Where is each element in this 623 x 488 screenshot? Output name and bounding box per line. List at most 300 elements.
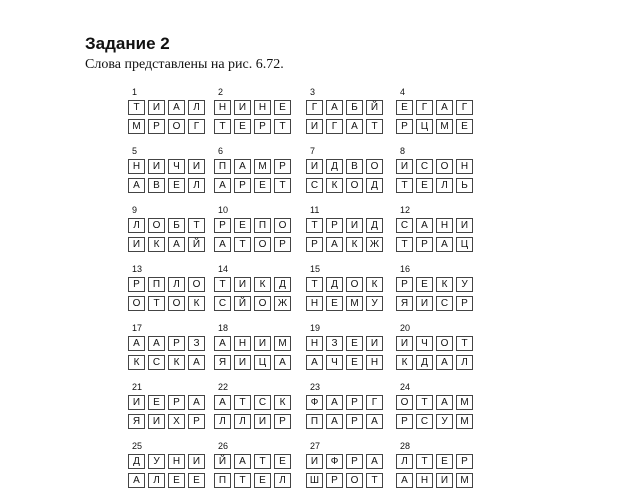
letter-cell: Р xyxy=(456,296,473,311)
letter-cell: Р xyxy=(396,277,413,292)
page-subtitle: Слова представлены на рис. 6.72. xyxy=(85,57,284,72)
puzzle-number: 6 xyxy=(218,146,224,156)
letter-cell: Ф xyxy=(326,454,343,469)
puzzle-row-top xyxy=(396,454,476,469)
letter-cell: Л xyxy=(436,178,453,193)
puzzle-number: 14 xyxy=(218,264,229,274)
letter-cell: Р xyxy=(214,218,231,233)
letter-cell: Е xyxy=(274,100,291,115)
letter-cell: И xyxy=(366,336,383,351)
letter-cell: Д xyxy=(416,355,433,370)
letter-cell: А xyxy=(214,237,231,252)
letter-cell: О xyxy=(436,159,453,174)
letter-cell: А xyxy=(326,414,343,429)
letter-cell: М xyxy=(456,473,473,488)
letter-cell: Е xyxy=(188,473,205,488)
letter-cell: Е xyxy=(168,178,185,193)
letter-cell: О xyxy=(254,237,271,252)
puzzle-row-bottom xyxy=(306,414,386,429)
letter-cell: А xyxy=(436,395,453,410)
letter-cell: К xyxy=(396,355,413,370)
letter-cell: И xyxy=(234,355,251,370)
letter-cell: А xyxy=(326,100,343,115)
letter-cell: Л xyxy=(128,218,145,233)
letter-cell: Й xyxy=(366,100,383,115)
letter-cell: Е xyxy=(148,395,165,410)
letter-cell: С xyxy=(436,296,453,311)
letter-cell: Д xyxy=(326,277,343,292)
letter-cell: Л xyxy=(168,277,185,292)
puzzle-row-top xyxy=(396,159,476,174)
letter-cell: У xyxy=(456,277,473,292)
puzzle-row-bottom xyxy=(128,414,208,429)
letter-cell: М xyxy=(346,296,363,311)
letter-cell: А xyxy=(416,218,433,233)
puzzle-number: 26 xyxy=(218,441,229,451)
puzzle-row-bottom xyxy=(396,414,476,429)
puzzle-row-top xyxy=(396,100,476,115)
puzzle-number: 16 xyxy=(400,264,411,274)
letter-cell: О xyxy=(254,296,271,311)
letter-cell: Ж xyxy=(274,296,291,311)
letter-cell: З xyxy=(188,336,205,351)
letter-cell: А xyxy=(214,178,231,193)
letter-cell: У xyxy=(436,414,453,429)
letter-cell: Р xyxy=(188,414,205,429)
letter-cell: Р xyxy=(346,454,363,469)
puzzle-number: 3 xyxy=(310,87,316,97)
letter-cell: Е xyxy=(346,355,363,370)
letter-cell: Г xyxy=(306,100,323,115)
puzzle-row-top xyxy=(214,218,294,233)
letter-cell: О xyxy=(396,395,413,410)
puzzle-row-top xyxy=(214,395,294,410)
letter-cell: Г xyxy=(326,119,343,134)
letter-cell: И xyxy=(148,159,165,174)
puzzle-row-bottom xyxy=(306,237,386,252)
letter-cell: Е xyxy=(168,473,185,488)
puzzle-row-bottom xyxy=(306,178,386,193)
letter-cell: О xyxy=(148,218,165,233)
letter-cell: И xyxy=(254,336,271,351)
letter-cell: В xyxy=(148,178,165,193)
puzzle-row-top xyxy=(306,218,386,233)
puzzle-number: 20 xyxy=(400,323,411,333)
letter-cell: О xyxy=(274,218,291,233)
letter-cell: Р xyxy=(326,218,343,233)
letter-cell: Ь xyxy=(456,178,473,193)
letter-cell: Е xyxy=(416,277,433,292)
letter-cell: Р xyxy=(274,414,291,429)
puzzle-number: 24 xyxy=(400,382,411,392)
letter-cell: А xyxy=(326,395,343,410)
letter-cell: Н xyxy=(416,473,433,488)
puzzle-row-top xyxy=(306,277,386,292)
letter-cell: А xyxy=(306,355,323,370)
letter-cell: И xyxy=(396,159,413,174)
letter-cell: Т xyxy=(214,277,231,292)
letter-cell: П xyxy=(148,277,165,292)
letter-cell: Я xyxy=(214,355,231,370)
letter-cell: А xyxy=(128,473,145,488)
letter-cell: С xyxy=(416,414,433,429)
puzzle-number: 4 xyxy=(400,87,406,97)
letter-cell: Ч xyxy=(168,159,185,174)
letter-cell: М xyxy=(456,414,473,429)
puzzle-number: 13 xyxy=(132,264,143,274)
letter-cell: Р xyxy=(234,178,251,193)
letter-cell: Л xyxy=(188,178,205,193)
letter-cell: Н xyxy=(128,159,145,174)
letter-cell: Р xyxy=(168,395,185,410)
letter-cell: Ф xyxy=(306,395,323,410)
letter-cell: А xyxy=(168,237,185,252)
letter-cell: С xyxy=(148,355,165,370)
letter-cell: О xyxy=(346,277,363,292)
letter-cell: Т xyxy=(234,237,251,252)
letter-cell: А xyxy=(436,355,453,370)
letter-cell: Д xyxy=(366,178,383,193)
letter-cell: С xyxy=(396,218,413,233)
letter-cell: А xyxy=(188,355,205,370)
letter-cell: Т xyxy=(234,473,251,488)
puzzle-number: 2 xyxy=(218,87,224,97)
letter-cell: А xyxy=(234,159,251,174)
letter-cell: Д xyxy=(128,454,145,469)
letter-cell: Т xyxy=(456,336,473,351)
puzzle-row-bottom xyxy=(128,355,208,370)
letter-cell: Т xyxy=(366,119,383,134)
letter-cell: Г xyxy=(416,100,433,115)
letter-cell: Т xyxy=(306,218,323,233)
letter-cell: Ц xyxy=(416,119,433,134)
letter-cell: Т xyxy=(254,454,271,469)
puzzle-number: 10 xyxy=(218,205,229,215)
letter-cell: Л xyxy=(274,473,291,488)
letter-cell: Р xyxy=(128,277,145,292)
letter-cell: В xyxy=(346,159,363,174)
letter-cell: К xyxy=(366,277,383,292)
letter-cell: Ц xyxy=(254,355,271,370)
letter-cell: Р xyxy=(168,336,185,351)
letter-cell: Л xyxy=(188,100,205,115)
puzzle-row-bottom xyxy=(396,296,476,311)
puzzle-row-bottom xyxy=(396,119,476,134)
puzzle-row-bottom xyxy=(214,296,294,311)
puzzle-number: 23 xyxy=(310,382,321,392)
letter-cell: К xyxy=(326,178,343,193)
letter-cell: А xyxy=(326,237,343,252)
letter-cell: К xyxy=(254,277,271,292)
letter-cell: П xyxy=(214,159,231,174)
letter-cell: Е xyxy=(346,336,363,351)
letter-cell: Л xyxy=(396,454,413,469)
letter-cell: Р xyxy=(346,414,363,429)
letter-cell: И xyxy=(346,218,363,233)
letter-cell: Н xyxy=(306,336,323,351)
letter-cell: Н xyxy=(366,355,383,370)
letter-cell: Т xyxy=(306,277,323,292)
letter-cell: Н xyxy=(436,218,453,233)
puzzle-row-top xyxy=(128,159,208,174)
puzzle-row-top xyxy=(396,277,476,292)
puzzle-row-bottom xyxy=(306,119,386,134)
puzzle-row-top xyxy=(214,336,294,351)
puzzle-row-top xyxy=(128,336,208,351)
letter-cell: Н xyxy=(168,454,185,469)
letter-cell: И xyxy=(148,100,165,115)
puzzle-row-top xyxy=(306,454,386,469)
letter-cell: Р xyxy=(254,119,271,134)
puzzle-row-top xyxy=(214,100,294,115)
puzzle-row-bottom xyxy=(128,178,208,193)
puzzle-number: 12 xyxy=(400,205,411,215)
letter-cell: Й xyxy=(214,454,231,469)
letter-cell: Т xyxy=(274,178,291,193)
letter-cell: И xyxy=(128,237,145,252)
letter-cell: Т xyxy=(234,395,251,410)
puzzle-row-bottom xyxy=(214,355,294,370)
puzzle-number: 28 xyxy=(400,441,411,451)
letter-cell: И xyxy=(188,454,205,469)
letter-cell: А xyxy=(366,414,383,429)
letter-cell: Т xyxy=(396,178,413,193)
puzzle-row-top xyxy=(128,395,208,410)
letter-cell: П xyxy=(254,218,271,233)
puzzle-row-top xyxy=(396,336,476,351)
letter-cell: А xyxy=(168,100,185,115)
letter-cell: М xyxy=(254,159,271,174)
puzzle-row-bottom xyxy=(306,355,386,370)
letter-cell: И xyxy=(148,414,165,429)
letter-cell: Я xyxy=(128,414,145,429)
puzzle-number: 17 xyxy=(132,323,143,333)
letter-cell: П xyxy=(214,473,231,488)
letter-cell: И xyxy=(234,100,251,115)
letter-cell: К xyxy=(274,395,291,410)
puzzle-row-bottom xyxy=(128,296,208,311)
letter-cell: Т xyxy=(128,100,145,115)
letter-cell: О xyxy=(168,119,185,134)
letter-cell: А xyxy=(436,100,453,115)
letter-cell: Л xyxy=(214,414,231,429)
letter-cell: И xyxy=(254,414,271,429)
letter-cell: Е xyxy=(326,296,343,311)
letter-cell: А xyxy=(148,336,165,351)
letter-cell: А xyxy=(234,454,251,469)
letter-cell: Д xyxy=(326,159,343,174)
letter-cell: Х xyxy=(168,414,185,429)
letter-cell: Р xyxy=(148,119,165,134)
letter-cell: Р xyxy=(396,119,413,134)
puzzle-row-top xyxy=(306,395,386,410)
letter-cell: О xyxy=(128,296,145,311)
puzzle-row-top xyxy=(214,454,294,469)
puzzle-row-bottom xyxy=(306,473,386,488)
letter-cell: Г xyxy=(456,100,473,115)
letter-cell: П xyxy=(306,414,323,429)
letter-cell: О xyxy=(366,159,383,174)
letter-cell: М xyxy=(128,119,145,134)
puzzle-row-bottom xyxy=(128,237,208,252)
letter-cell: М xyxy=(456,395,473,410)
letter-cell: Е xyxy=(254,473,271,488)
letter-cell: Г xyxy=(366,395,383,410)
letter-cell: Е xyxy=(274,454,291,469)
letter-cell: Е xyxy=(456,119,473,134)
letter-cell: К xyxy=(148,237,165,252)
letter-cell: Р xyxy=(306,237,323,252)
puzzle-row-top xyxy=(214,159,294,174)
puzzle-row-bottom xyxy=(396,355,476,370)
letter-cell: А xyxy=(214,395,231,410)
puzzle-number: 11 xyxy=(310,205,320,215)
letter-cell: А xyxy=(396,473,413,488)
puzzle-row-top xyxy=(214,277,294,292)
letter-cell: Н xyxy=(254,100,271,115)
letter-cell: М xyxy=(436,119,453,134)
letter-cell: Д xyxy=(274,277,291,292)
letter-cell: И xyxy=(188,159,205,174)
letter-cell: А xyxy=(346,119,363,134)
puzzle-row-top xyxy=(128,100,208,115)
letter-cell: Ц xyxy=(456,237,473,252)
puzzle-number: 5 xyxy=(132,146,138,156)
letter-cell: О xyxy=(436,336,453,351)
puzzle-row-top xyxy=(306,336,386,351)
letter-cell: Ш xyxy=(306,473,323,488)
letter-cell: И xyxy=(306,119,323,134)
puzzle-number: 7 xyxy=(310,146,316,156)
letter-cell: А xyxy=(214,336,231,351)
letter-cell: Е xyxy=(396,100,413,115)
letter-cell: Е xyxy=(416,178,433,193)
letter-cell: А xyxy=(274,355,291,370)
letter-cell: Й xyxy=(188,237,205,252)
letter-cell: У xyxy=(366,296,383,311)
puzzle-number: 8 xyxy=(400,146,406,156)
letter-cell: А xyxy=(436,237,453,252)
letter-cell: У xyxy=(148,454,165,469)
letter-cell: К xyxy=(188,296,205,311)
puzzle-row-top xyxy=(128,454,208,469)
letter-cell: Й xyxy=(234,296,251,311)
letter-cell: И xyxy=(456,218,473,233)
letter-cell: Л xyxy=(234,414,251,429)
letter-cell: Д xyxy=(366,218,383,233)
letter-cell: Н xyxy=(456,159,473,174)
letter-cell: Е xyxy=(234,218,251,233)
letter-cell: Л xyxy=(456,355,473,370)
puzzle-number: 27 xyxy=(310,441,321,451)
letter-cell: Н xyxy=(214,100,231,115)
letter-cell: О xyxy=(168,296,185,311)
puzzle-row-bottom xyxy=(214,414,294,429)
page-title: Задание 2 xyxy=(85,34,170,53)
puzzle-row-bottom xyxy=(214,473,294,488)
letter-cell: С xyxy=(214,296,231,311)
letter-cell: Т xyxy=(214,119,231,134)
letter-cell: Т xyxy=(148,296,165,311)
letter-cell: Т xyxy=(366,473,383,488)
puzzle-number: 19 xyxy=(310,323,321,333)
letter-cell: С xyxy=(254,395,271,410)
letter-cell: Б xyxy=(168,218,185,233)
puzzle-number: 21 xyxy=(132,382,143,392)
letter-cell: К xyxy=(168,355,185,370)
puzzle-row-top xyxy=(396,395,476,410)
puzzle-row-bottom xyxy=(128,473,208,488)
letter-cell: И xyxy=(416,296,433,311)
letter-cell: С xyxy=(306,178,323,193)
letter-cell: Т xyxy=(396,237,413,252)
letter-cell: А xyxy=(128,178,145,193)
letter-cell: Е xyxy=(254,178,271,193)
letter-cell: Р xyxy=(274,237,291,252)
letter-cell: Т xyxy=(416,454,433,469)
letter-cell: О xyxy=(346,178,363,193)
letter-cell: К xyxy=(436,277,453,292)
letter-cell: И xyxy=(436,473,453,488)
letter-cell: Р xyxy=(416,237,433,252)
letter-cell: А xyxy=(128,336,145,351)
letter-cell: Ч xyxy=(416,336,433,351)
letter-cell: Ч xyxy=(326,355,343,370)
puzzle-row-bottom xyxy=(396,237,476,252)
letter-cell: И xyxy=(306,454,323,469)
puzzle-number: 25 xyxy=(132,441,143,451)
letter-cell: Т xyxy=(274,119,291,134)
puzzle-number: 1 xyxy=(132,87,138,97)
puzzle-number: 15 xyxy=(310,264,321,274)
letter-cell: М xyxy=(274,336,291,351)
letter-cell: К xyxy=(346,237,363,252)
letter-cell: Р xyxy=(274,159,291,174)
letter-cell: Т xyxy=(188,218,205,233)
letter-cell: И xyxy=(234,277,251,292)
letter-cell: С xyxy=(416,159,433,174)
puzzle-row-top xyxy=(128,218,208,233)
puzzle-row-top xyxy=(396,218,476,233)
letter-cell: Н xyxy=(234,336,251,351)
puzzle-row-top xyxy=(306,159,386,174)
puzzle-row-top xyxy=(128,277,208,292)
puzzle-row-bottom xyxy=(396,473,476,488)
letter-cell: Я xyxy=(396,296,413,311)
letter-cell: А xyxy=(188,395,205,410)
letter-cell: О xyxy=(188,277,205,292)
letter-cell: Р xyxy=(326,473,343,488)
letter-cell: З xyxy=(326,336,343,351)
letter-cell: И xyxy=(128,395,145,410)
letter-cell: К xyxy=(128,355,145,370)
letter-cell: Б xyxy=(346,100,363,115)
puzzle-row-bottom xyxy=(306,296,386,311)
letter-cell: Р xyxy=(396,414,413,429)
letter-cell: Е xyxy=(234,119,251,134)
letter-cell: А xyxy=(366,454,383,469)
letter-cell: Ж xyxy=(366,237,383,252)
puzzle-row-top xyxy=(306,100,386,115)
letter-cell: Т xyxy=(416,395,433,410)
letter-cell: Р xyxy=(346,395,363,410)
letter-cell: Н xyxy=(306,296,323,311)
puzzle-row-bottom xyxy=(396,178,476,193)
puzzle-row-bottom xyxy=(214,119,294,134)
letter-cell: О xyxy=(346,473,363,488)
letter-cell: И xyxy=(306,159,323,174)
puzzle-row-bottom xyxy=(214,237,294,252)
